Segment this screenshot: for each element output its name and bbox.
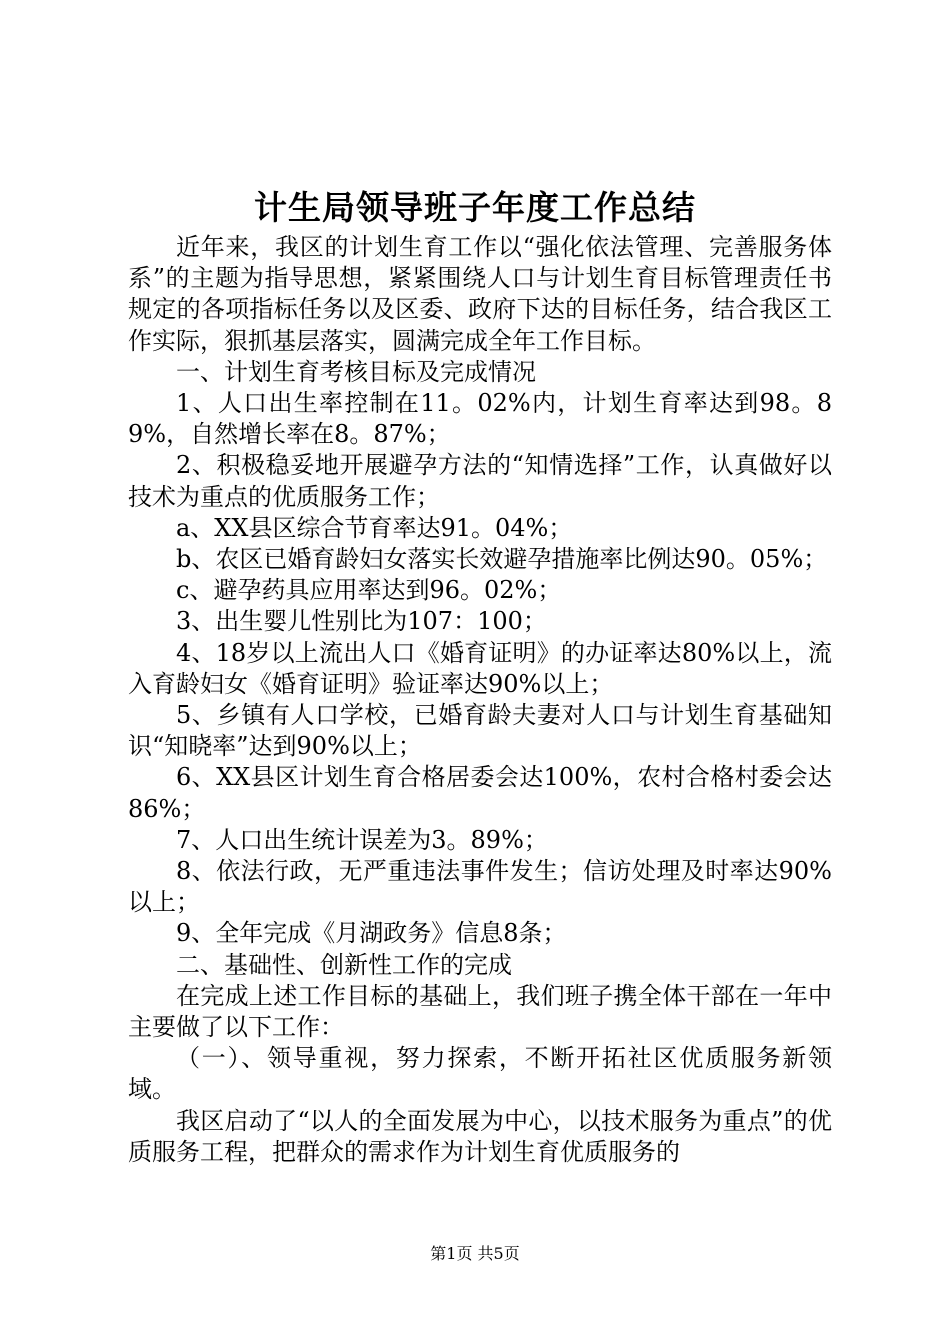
- paragraph-intro: 近年来，我区的计划生育工作以“强化依法管理、完善服务体系”的主题为指导思想，紧紧围绕人口与计划生育目标管理责任书规定的各项指标任务以及区委、政府下达的目标任务，结合我区工作实际，狠抓基层落实，圆满完成全年工作目标。: [128, 233, 832, 355]
- list-item: 9、全年完成《月湖政务》信息8条；: [176, 919, 567, 948]
- list-item: 4、18岁以上流出人口《婚育证明》的办证率达80%以上，流入育龄妇女《婚育证明》验证率达90%以上；: [128, 638, 832, 698]
- section-heading-2: 二、基础性、创新性工作的完成: [176, 950, 512, 979]
- list-item: 7、人口出生统计误差为3。89%；: [176, 825, 548, 854]
- page-footer: 第1页 共5页: [430, 1244, 520, 1263]
- list-item: a、XX县区综合节育率达91。04%；: [176, 513, 573, 542]
- list-item: 1、人口出生率控制在11。02%内，计划生育率达到98。89%，自然增长率在8。87%；: [128, 389, 832, 449]
- document-title: 计生局领导班子年度工作总结: [254, 188, 696, 227]
- list-item: c、避孕药具应用率达到96。02%；: [176, 576, 562, 605]
- list-item: 8、依法行政，无严重违法事件发生；信访处理及时率达90%以上；: [128, 857, 832, 917]
- list-item: 2、积极稳妥地开展避孕方法的“知情选择”工作，认真做好以技术为重点的优质服务工作；: [128, 451, 832, 511]
- paragraph: 在完成上述工作目标的基础上，我们班子携全体干部在一年中主要做了以下工作：: [128, 981, 832, 1042]
- section-heading-1: 一、计划生育考核目标及完成情况: [176, 357, 536, 386]
- list-item: 5、乡镇有人口学校，已婚育龄夫妻对人口与计划生育基础知识“知晓率”达到90%以上；: [128, 701, 832, 761]
- list-item: b、农区已婚育龄妇女落实长效避孕措施率比例达90。05%；: [176, 545, 828, 574]
- paragraph: 我区启动了“以人的全面发展为中心，以技术服务为重点”的优质服务工程，把群众的需求作为计划生育优质服务的: [128, 1106, 832, 1166]
- subsection-heading: （一）、领导重视，努力探索，不断开拓社区优质服务新领域。: [128, 1044, 832, 1104]
- document-body: [128, 232, 832, 1168]
- list-item: 6、XX县区计划生育合格居委会达100%，农村合格村委会达86%；: [128, 763, 832, 823]
- list-item: 3、出生婴儿性别比为107：100；: [176, 607, 547, 636]
